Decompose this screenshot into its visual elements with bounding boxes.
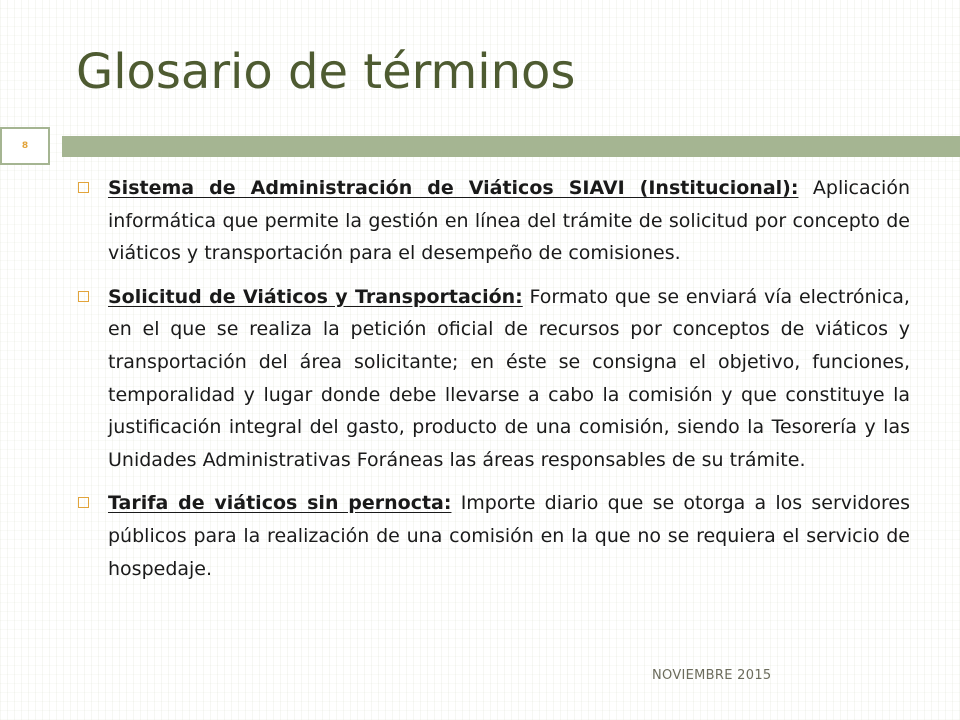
page-number-badge	[0, 127, 50, 165]
glossary-term: Sistema de Administración de Viáticos SIAVI (Institucional):	[108, 177, 799, 199]
glossary-definition: Formato que se enviará vía electrónica, en el que se realiza la petición oficial de recursos por conceptos de viáticos y transportación del área solicitante; en éste se consigna el objetivo, funciones, temporalidad y lugar donde debe llevarse a cabo la comisión y que constituye la justificación integral del gasto, producto de una comisión, siendo la Tesorería y las Unidades Administrativas Foráneas las áreas responsables de su trámite.	[108, 285, 910, 471]
square-bullet-icon	[78, 497, 89, 508]
glossary-definition: Aplicación informática que permite la gestión en línea del trámite de solicitud por concepto de viáticos y transportación para el desempeño de comisiones.	[108, 177, 911, 265]
glossary-term: Tarifa de viáticos sin pernocta:	[108, 492, 452, 515]
glossary-term: Solicitud de Viáticos y Transportación:	[108, 285, 523, 308]
slide-title: Glosario de términos	[76, 44, 576, 100]
glossary-item-tarifa	[78, 487, 910, 585]
footer-date: NOVIEMBRE 2015	[652, 668, 772, 683]
page-number: 8	[21, 141, 29, 151]
glossary-definition: Importe diario que se otorga a los servidores públicos para la realización de una comisión en la que no se requiera el servicio de hospedaje.	[108, 492, 910, 580]
glossary-item-siavi	[78, 172, 910, 270]
square-bullet-icon	[78, 291, 89, 302]
title-divider-bar	[62, 136, 960, 157]
glossary-list	[78, 172, 910, 596]
square-bullet-icon	[78, 182, 89, 193]
glossary-item-solicitud	[78, 281, 910, 477]
